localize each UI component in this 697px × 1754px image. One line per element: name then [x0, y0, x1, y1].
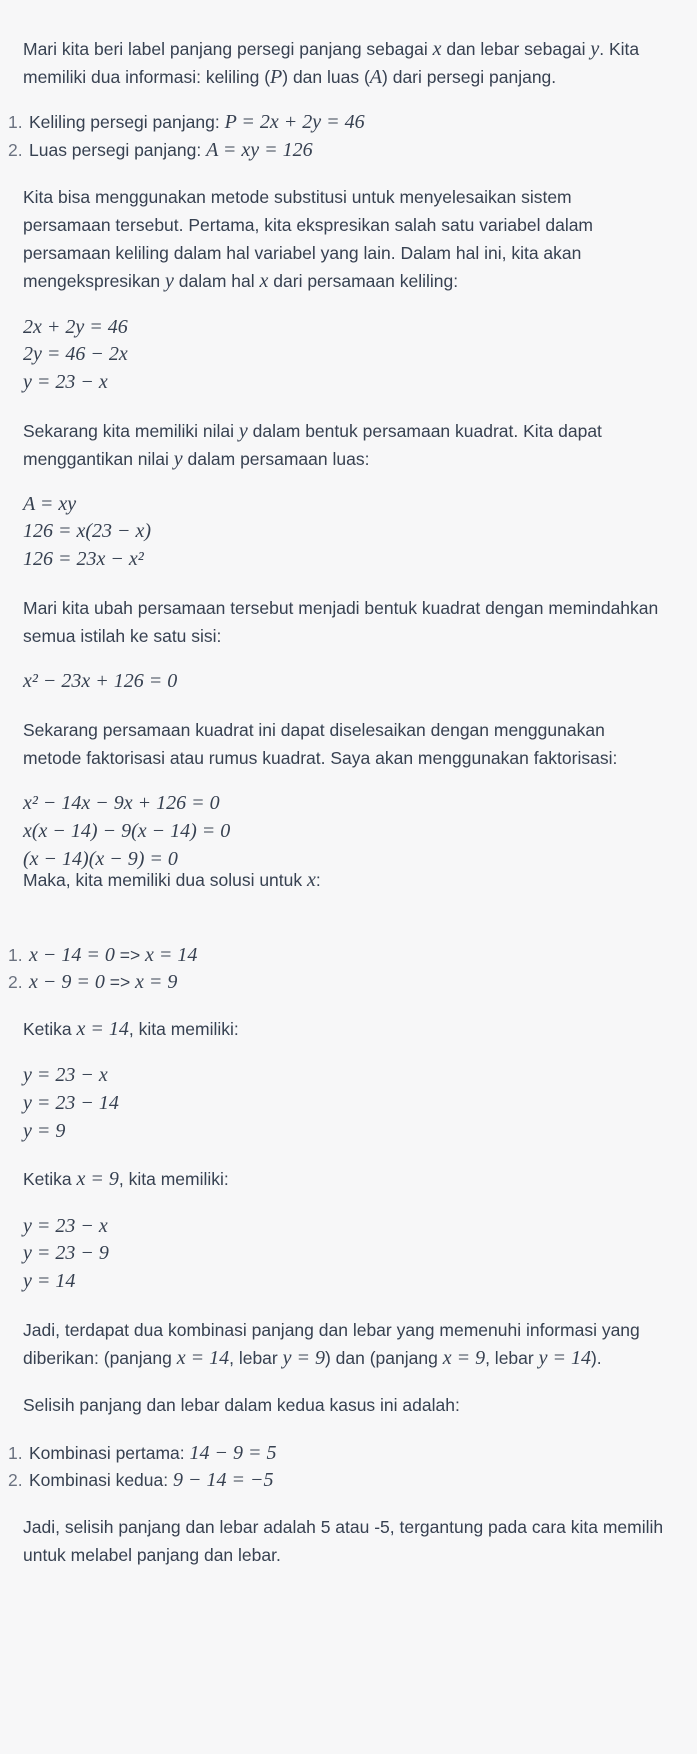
- math-expression: 9 − 14 = −5: [172, 1469, 274, 1491]
- text-run: menggantikan nilai: [23, 449, 174, 469]
- equation-line: (x − 14)(x − 9) = 0: [23, 848, 178, 870]
- paragraph-line: [23, 66, 556, 88]
- text-run: ) dan (panjang: [324, 1348, 443, 1368]
- text-run: ) dari persegi panjang.: [382, 67, 557, 87]
- math-expression: A = xy = 126: [206, 139, 313, 161]
- equation-line: y = 23 − 14: [23, 1092, 119, 1114]
- text-run: , kita memiliki:: [128, 1019, 239, 1039]
- math-expression: x = 14: [176, 1347, 230, 1369]
- paragraph-line: [23, 747, 617, 769]
- paragraph-line: [23, 38, 639, 60]
- math-expression: x − 14 = 0: [29, 944, 115, 966]
- text-run: Keliling persegi panjang:: [29, 112, 225, 132]
- equation-line: 2x + 2y = 46: [23, 316, 128, 338]
- text-run: Jadi, selisih panjang dan lebar adalah 5 atau -5, tergantung pada cara kita memilih: [23, 1517, 664, 1537]
- paragraph-line: [23, 1018, 239, 1040]
- paragraph-line: [23, 1347, 602, 1369]
- text-run: Sekarang persamaan kuadrat ini dapat diselesaikan dengan menggunakan: [23, 720, 605, 740]
- text-run: :: [315, 870, 321, 890]
- math-expression: 14 − 9 = 5: [189, 1442, 277, 1464]
- paragraph-line: [23, 420, 602, 442]
- list-item: [29, 944, 197, 966]
- math-expression: x = 9: [76, 1168, 119, 1190]
- text-run: , lebar: [229, 1348, 283, 1368]
- math-expression: x: [432, 38, 442, 60]
- math-expression: y: [165, 270, 174, 292]
- paragraph-line: [23, 869, 321, 891]
- text-run: persamaan keliling dalam hal variabel yang lain. Dalam hal ini, kita akan: [23, 243, 582, 263]
- text-run: Maka, kita memiliki dua solusi untuk: [23, 870, 307, 890]
- list-number: 1.: [8, 112, 23, 132]
- paragraph-line: [23, 242, 581, 264]
- paragraph-line: [23, 214, 593, 236]
- equation-line: 126 = 23x − x²: [23, 548, 144, 570]
- math-expression: x = 14: [145, 944, 198, 966]
- paragraph-line: [23, 1516, 663, 1538]
- math-expression: x: [307, 869, 316, 891]
- paragraph-line: [23, 1544, 281, 1566]
- text-run: Kombinasi pertama:: [29, 1443, 190, 1463]
- text-run: diberikan: (panjang: [23, 1348, 177, 1368]
- equation-line: y = 14: [23, 1270, 76, 1292]
- text-run: semua istilah ke satu sisi:: [23, 626, 222, 646]
- paragraph-line: [23, 186, 572, 208]
- math-expression: x = 14: [76, 1018, 129, 1040]
- equation-line: A = xy: [23, 493, 77, 515]
- list-number: 1.: [8, 945, 23, 965]
- text-run: Selisih panjang dan lebar dalam kedua kasus ini adalah:: [23, 1395, 460, 1415]
- equation-line: y = 23 − x: [23, 1215, 108, 1237]
- math-expression: y: [173, 448, 183, 470]
- math-expression: P: [270, 66, 283, 88]
- equation-line: x² − 14x − 9x + 126 = 0: [23, 792, 220, 814]
- math-expression: y = 9: [282, 1347, 325, 1369]
- text-run: , kita memiliki:: [118, 1169, 229, 1189]
- text-run: Mari kita beri label panjang persegi panjang sebagai: [23, 39, 433, 59]
- text-run: =>: [104, 972, 136, 992]
- paragraph-line: [23, 448, 369, 470]
- paragraph-line: [23, 270, 458, 292]
- text-run: . Kita: [599, 39, 640, 59]
- list-number: 1.: [8, 1443, 23, 1463]
- math-expression: A: [369, 66, 383, 88]
- equation-line: 126 = x(23 − x): [23, 520, 152, 542]
- equation-line: y = 23 − x: [23, 371, 108, 393]
- text-run: Luas persegi panjang:: [29, 140, 207, 160]
- equation-line: y = 23 − x: [23, 1064, 108, 1086]
- math-expression: x = 9: [135, 971, 178, 993]
- text-run: Kombinasi kedua:: [29, 1470, 173, 1490]
- equation-line: x² − 23x + 126 = 0: [23, 670, 178, 692]
- equation-line: y = 23 − 9: [23, 1242, 109, 1264]
- text-run: Ketika: [23, 1169, 77, 1189]
- paragraph-line: [23, 1319, 640, 1341]
- text-run: ).: [590, 1348, 602, 1368]
- text-run: dalam bentuk persamaan kuadrat. Kita dapat: [247, 421, 602, 441]
- list-item: [29, 139, 313, 161]
- paragraph-line: [23, 1394, 460, 1416]
- equation-line: y = 9: [23, 1120, 66, 1142]
- text-run: dari persamaan keliling:: [268, 271, 459, 291]
- text-run: dalam hal: [173, 271, 260, 291]
- text-run: memiliki dua informasi: keliling (: [23, 67, 271, 87]
- list-item: [29, 971, 177, 993]
- math-expression: x = 9: [442, 1347, 486, 1369]
- text-run: Jadi, terdapat dua kombinasi panjang dan lebar yang memenuhi informasi yang: [23, 1320, 640, 1340]
- math-expression: y: [238, 420, 248, 442]
- list-item: [29, 1442, 277, 1464]
- math-expression: y = 14: [538, 1347, 591, 1369]
- text-run: dan lebar sebagai: [441, 39, 591, 59]
- list-number: 2.: [8, 972, 23, 992]
- text-run: untuk melabel panjang dan lebar.: [23, 1545, 281, 1565]
- text-run: , lebar: [485, 1348, 539, 1368]
- math-expression: P = 2x + 2y = 46: [224, 111, 365, 133]
- paragraph-line: [23, 719, 605, 741]
- text-run: metode faktorisasi atau rumus kuadrat. Saya akan menggunakan faktorisasi:: [23, 748, 618, 768]
- math-expression: x: [259, 270, 269, 292]
- list-number: 2.: [8, 140, 23, 160]
- list-number: 2.: [8, 1470, 23, 1490]
- text-run: Mari kita ubah persamaan tersebut menjadi bentuk kuadrat dengan memindahkan: [23, 598, 659, 618]
- equation-line: 2y = 46 − 2x: [23, 343, 128, 365]
- paragraph-line: [23, 1168, 229, 1190]
- equation-line: x(x − 14) − 9(x − 14) = 0: [23, 820, 231, 842]
- list-item: [29, 111, 365, 133]
- list-item: [29, 1469, 273, 1491]
- text-run: Kita bisa menggunakan metode substitusi untuk menyelesaikan sistem: [23, 187, 572, 207]
- text-run: ) dan luas (: [282, 67, 370, 87]
- paragraph-line: [23, 625, 221, 647]
- text-run: Ketika: [23, 1019, 77, 1039]
- text-run: dalam persamaan luas:: [182, 449, 370, 469]
- paragraph-line: [23, 597, 658, 619]
- math-expression: y: [590, 38, 600, 60]
- text-run: =>: [114, 945, 146, 965]
- text-run: Sekarang kita memiliki nilai: [23, 421, 239, 441]
- math-expression: x − 9 = 0: [29, 971, 105, 993]
- text-run: mengekspresikan: [23, 271, 166, 291]
- text-run: persamaan tersebut. Pertama, kita ekspresikan salah satu variabel dalam: [23, 215, 594, 235]
